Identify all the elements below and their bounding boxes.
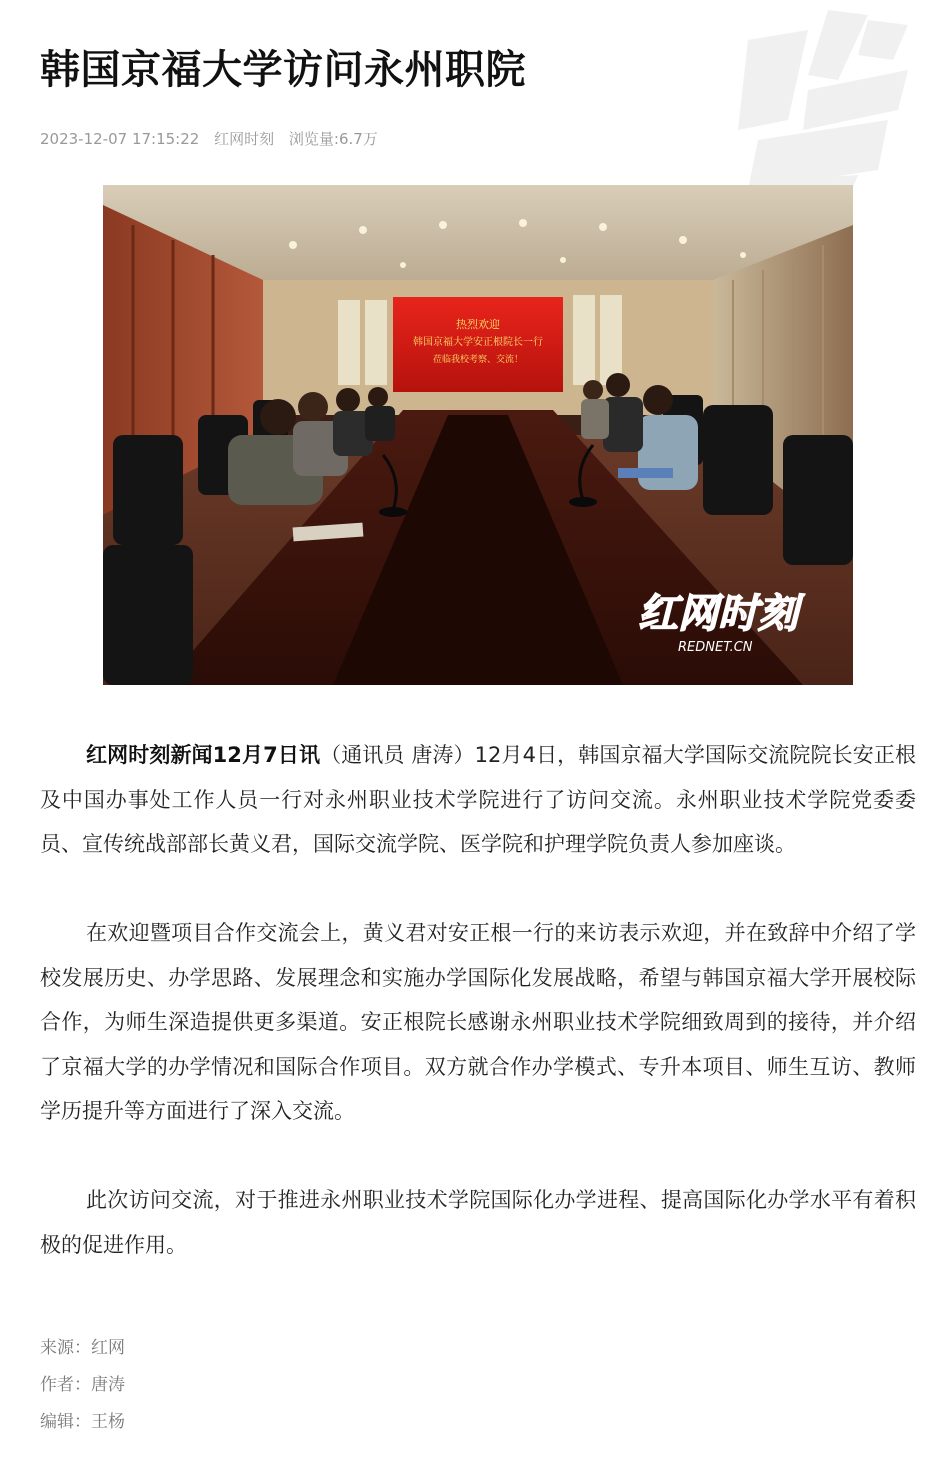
paragraph-3-text: 此次访问交流，对于推进永州职业技术学院国际化办学进程、提高国际化办学水平有着积极的促进作用。 — [40, 1188, 916, 1257]
screen-line2: 韩国京福大学安正根院长一行 — [413, 337, 543, 348]
view-count-value: 6.7万 — [338, 130, 378, 148]
author-line: 作者：唐涛 — [40, 1375, 125, 1395]
screen-line1: 热烈欢迎 — [456, 318, 500, 331]
screen-line3: 莅临我校考察、交流！ — [432, 355, 524, 365]
paragraph-2-text: 在欢迎暨项目合作交流会上，黄义君对安正根一行的来访表示欢迎，并在致辞中介绍了学校发展历史、办学思路、发展理念和实施办学国际化发展战略，希望与韩国京福大学开展校际合作，为师生深造提供更多渠道。安正根院长感谢永州职业技术学院细致周到的接待，并介绍了京福大学的办学情况和国际合作项目。双方就合作办学模式、专升本项目、师生互访、教师学历提升等方面进行了深入交流。 — [40, 921, 916, 1123]
article-footer — [40, 1330, 125, 1441]
paragraph-1 — [40, 733, 916, 867]
dateline: 红网时刻新闻12月7日讯 — [86, 743, 321, 767]
article-photo — [103, 185, 853, 685]
paragraph-2 — [40, 911, 916, 1134]
editor-line: 编辑：王杨 — [40, 1412, 125, 1432]
article-meta — [40, 128, 388, 150]
photo-logo-url: REDNET.CN — [678, 640, 753, 655]
paragraph-3 — [40, 1178, 916, 1267]
article-body — [40, 733, 916, 1312]
paragraph-1-text: （通讯员 唐涛）12月4日，韩国京福大学国际交流院院长安正根及中国办事处工作人员一行对永州职业技术学院进行了访问交流。永州职业技术学院党委委员、宣传统战部部长黄义君，国际交流学院、医学院和护理学院负责人参加座谈。 — [40, 743, 916, 856]
channel-name[interactable]: 红网时刻 — [214, 130, 275, 148]
view-count — [289, 130, 378, 148]
article-title: 韩国京福大学访问永州职院 — [40, 47, 526, 93]
photo-logo-text: 红网时刻 — [638, 591, 798, 637]
publish-date: 2023-12-07 17:15:22 — [40, 130, 200, 148]
view-count-label: 浏览量: — [288, 130, 339, 148]
source-line: 来源：红网 — [40, 1338, 125, 1358]
